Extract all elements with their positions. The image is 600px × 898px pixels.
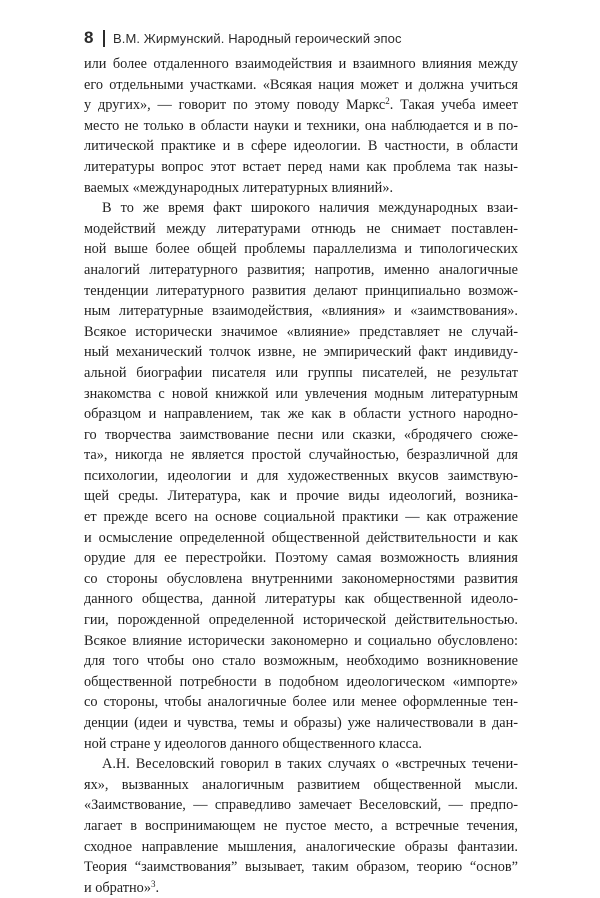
text-line: денции (идеи и чувства, темы и образы) уже наличествовали в дан- [84,715,518,731]
text-line: со стороны, чтобы аналогичные более или менее оформленные тен- [84,694,518,711]
text-line: ной выше более общей проблемы параллелизма и типологических [84,241,518,258]
text-line: В то же время факт широкого наличия международных взаи- [102,200,518,217]
text-line: ным литературные взаимодействия, «влияния» и «заимствования». [84,303,518,320]
text-line: ваемых «международных литературных влияний». [84,179,394,196]
text-line: и обратно»$^3$. [84,878,160,896]
text-line: ях», вызванных аналогичным развитием общественной мысли. [84,776,518,793]
text-line: альной биографии писателя или группы писателей, не результат [84,364,518,381]
text-line: модействий между литературами отнюдь не снимает поставлен- [84,220,518,237]
text-line: знакомства с новой книжкой или увлечения модным литературным [84,385,518,402]
text-line: его отдельными участками. «Всякая нация может и должна учиться [84,76,518,93]
text-line: Теория “заимствования” вызывает, таким образом, теорию “основ” [84,859,518,876]
paragraph-1 [84,54,518,198]
text-line: со стороны обусловлена внутренними закономерностями развития [84,570,518,587]
footnote-ref: 2 [385,96,390,107]
text-line: данного общества, данной литературы как общественной идеоло- [84,591,518,608]
text-line: ет прежде всего на основе социальной практики — как отражение [84,509,518,526]
text-line: лагает в воспринимающем не пустое место, а встречные течения, [84,817,518,834]
text-line: «Заимствование, — справедливо замечает Веселовский, — предпо- [84,797,518,814]
text-line: у других», — говорит по этому поводу Маркс$^2$. Такая учеба имеет [84,96,518,114]
page-number: 8 [84,28,94,47]
paragraph-3 [84,754,518,898]
text-line: сходное направление мышления, аналогические образы фантазии. [84,838,518,855]
header-separator [103,30,105,47]
body-text [84,54,518,898]
text-line: для того чтобы оно стало возможным, необходимо возникновение [84,653,518,670]
text-line: образцом и направлением, так же как в области устного народно- [84,406,518,423]
text-line: общественной потребности в подобном идеологическом «импорте» [84,673,518,690]
running-title: В.М. Жирмунский. Народный героический эпос [112,30,402,46]
text-line: гии, порожденной определенной исторической действительностью. [84,612,518,629]
text-line: Всякое исторически значимое «влияние» представляет не случай- [84,323,518,340]
text-line: го творчества заимствование песни или сказки, «бродячего сюже- [84,426,518,443]
text-line: место не только в области науки и техники, она наблюдается и в по- [84,117,518,134]
text-line: А.Н. Веселовский говорил в таких случаях о «встречных течени- [102,756,518,773]
running-head [84,26,402,50]
text-line: тенденции литературного развития делают принципиально возмож- [84,282,518,299]
text-line: ной стране у идеологов данного общественного класса. [84,735,423,752]
text-line: Всякое влияние исторически закономерно и социально обусловлено: [84,632,518,649]
text-line: щей среды. Литература, как и прочие виды идеологий, возника- [84,488,518,505]
text-line: литературы вопрос этот встает перед нами как проблема так назы- [84,158,518,175]
text-line: аналогий литературного развития; напротив, именно аналогичные [84,261,518,278]
text-line: та», никогда не является простой случайностью, безразличной для [84,447,518,464]
text-line: или более отдаленного взаимодействия и взаимного влияния между [84,56,518,72]
paragraph-2 [84,198,518,754]
text-line: ный механический толчок извне, не эмпирический факт индивиду- [84,344,518,361]
text-line: и осмысление определенной общественной действительности и как [84,529,518,546]
text-line: психологии, идеологии и для художественных вкусов заимствую- [84,467,518,484]
text-line: орудие для ее перестройки. Поэтому самая возможность влияния [84,550,518,567]
footnote-ref: 3 [150,878,156,889]
text-line: литической практике и в сфере идеологии. В частности, в области [84,138,518,155]
